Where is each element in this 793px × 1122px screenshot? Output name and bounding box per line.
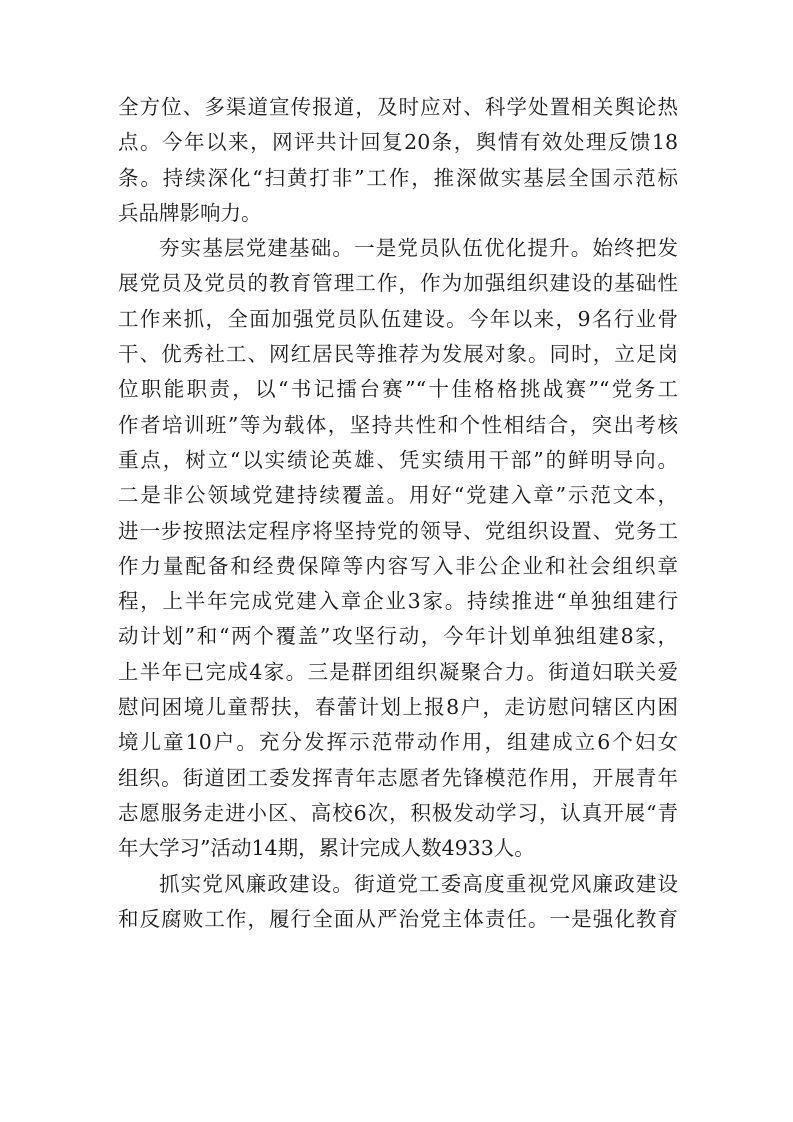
text-line: 点。今年以来，网评共计回复20条，舆情有效处理反馈18 xyxy=(118,130,678,155)
text-line: 展党员及党员的教育管理工作，作为加强组织建设的基础性 xyxy=(118,271,678,296)
text-line: 动计划”和“两个覆盖”攻坚行动，今年计划单独组建8家， xyxy=(118,624,678,649)
text-line: 进一步按照法定程序将坚持党的领导、党组织设置、党务工 xyxy=(118,518,678,543)
text-line: 上半年已完成4家。三是群团组织凝聚合力。街道妇联关爱 xyxy=(118,659,678,684)
text-line: 程，上半年完成党建入章企业3家。持续推进“单独组建行 xyxy=(118,589,678,614)
text-line: 二是非公领域党建持续覆盖。用好“党建入章”示范文本， xyxy=(118,483,678,508)
text-line: 作者培训班”等为载体，坚持共性和个性相结合，突出考核 xyxy=(118,412,678,437)
paragraph-start-line: 夯实基层党建基础。一是党员队伍优化提升。始终把发 xyxy=(159,236,678,261)
text-line: 条。持续深化“扫黄打非”工作，推深做实基层全国示范标 xyxy=(118,165,678,190)
text-line: 组织。街道团工委发挥青年志愿者先锋模范作用，开展青年 xyxy=(118,765,678,790)
text-line: 全方位、多渠道宣传报道，及时应对、科学处置相关舆论热 xyxy=(118,95,678,119)
text-line: 慰问困境儿童帮扶，春蕾计划上报8户，走访慰问辖区内困 xyxy=(118,695,678,720)
text-line: 干、优秀社工、网红居民等推荐为发展对象。同时，立足岗 xyxy=(118,342,678,367)
text-line: 工作来抓，全面加强党员队伍建设。今年以来，9名行业骨 xyxy=(118,306,678,331)
text-line: 重点，树立“以实绩论英雄、凭实绩用干部”的鲜明导向。 xyxy=(118,447,678,472)
text-line: 年大学习”活动14期，累计完成人数4933人。 xyxy=(118,836,535,861)
text-line: 和反腐败工作，履行全面从严治党主体责任。一是强化教育 xyxy=(118,906,678,931)
text-line: 志愿服务走进小区、高校6次，积极发动学习，认真开展“青 xyxy=(118,800,678,825)
text-line: 境儿童10户。充分发挥示范带动作用，组建成立6个妇女 xyxy=(118,730,678,755)
text-line: 作力量配备和经费保障等内容写入非公企业和社会组织章 xyxy=(118,553,678,578)
paragraph-start-line: 抓实党风廉政建设。街道党工委高度重视党风廉政建设 xyxy=(159,871,678,896)
text-line: 位职能职责，以“书记擂台赛”“十佳格格挑战赛”“党务工 xyxy=(118,377,678,402)
text-line: 兵品牌影响力。 xyxy=(118,200,262,225)
body-text xyxy=(118,90,678,937)
